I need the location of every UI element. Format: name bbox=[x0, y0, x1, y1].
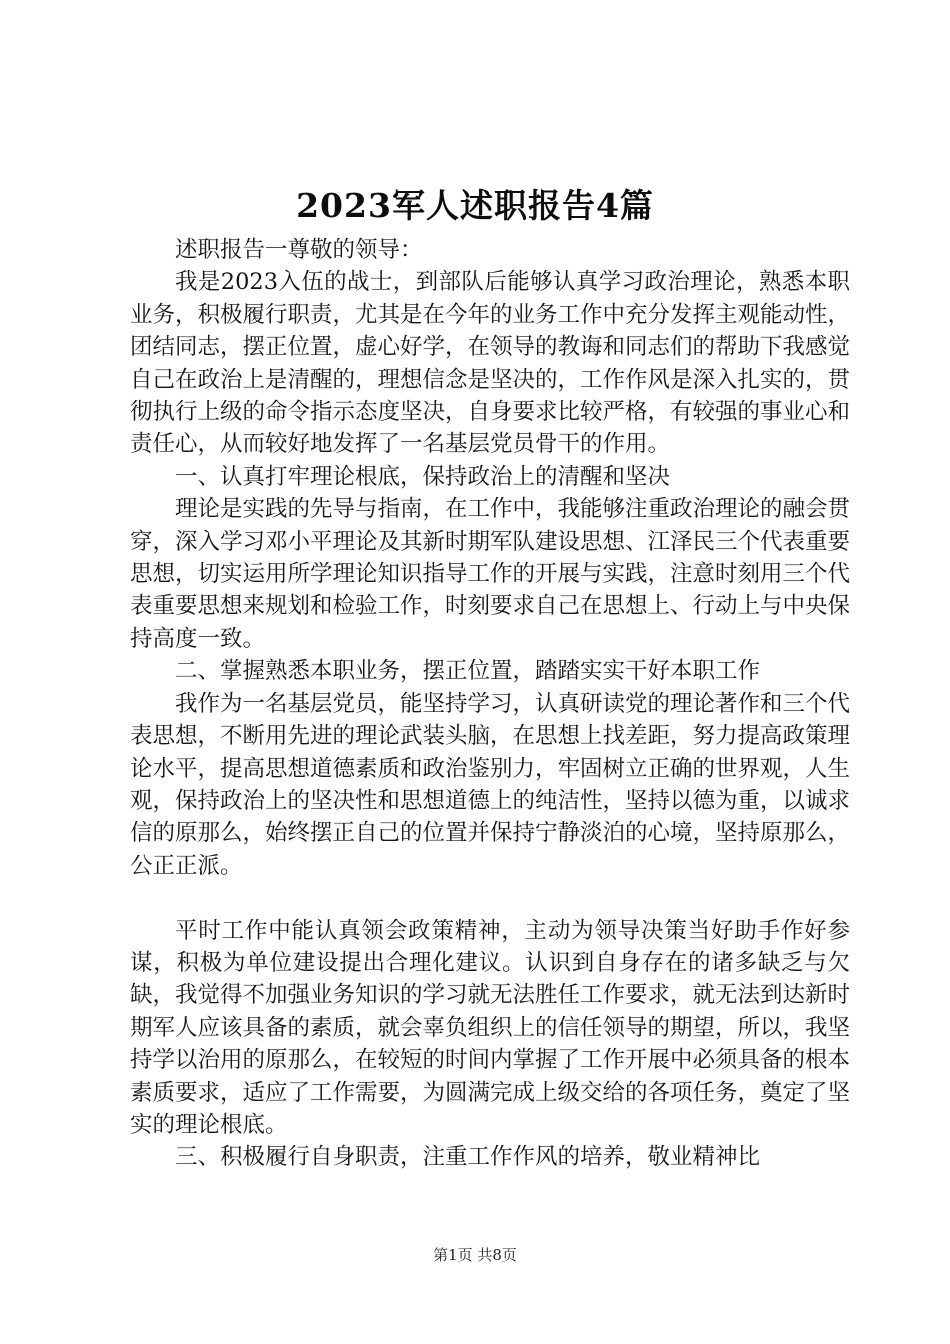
salutation-paragraph: 述职报告一尊敬的领导： bbox=[175, 237, 423, 263]
section-heading-1: 一、认真打牢理论根底，保持政治上的清醒和坚决 bbox=[175, 463, 671, 490]
section-heading-2: 二、掌握熟悉本职业务，摆正位置，踏踏实实干好本职工作 bbox=[175, 658, 761, 685]
document-title: 2023军人述职报告4篇 bbox=[296, 186, 654, 225]
page-number-footer: 第1页 共8页 bbox=[433, 1246, 517, 1264]
section-heading-3: 三、积极履行自身职责，注重工作作风的培养，敬业精神比 bbox=[175, 1144, 761, 1171]
section-2-paragraph-continued: 平时工作中能认真领会政策精神，主动为领导决策当好助手作好参谋，积极为单位建设提出合理化建议。认识到自身存在的诸多缺乏与欠缺，我觉得不加强业务知识的学习就无法胜任工作要求，就无法到达新时期军人应该具备的素质，就会辜负组织上的信任领导的期望，所以，我坚持学以治用的原那么，在较短的时间内掌握了工作开展中必须具备的根本素质要求，适应了工作需要，为圆满完成上级交给的各项任务，奠定了坚实的理论根底。 bbox=[130, 917, 851, 1138]
section-1-paragraph: 理论是实践的先导与指南，在工作中，我能够注重政治理论的融会贯穿，深入学习邓小平理论及其新时期军队建设思想、江泽民三个代表重要思想，切实运用所学理论知识指导工作的开展与实践，注意时刻用三个代表重要思想来规划和检验工作，时刻要求自己在思想上、行动上与中央保持高度一致。 bbox=[130, 496, 851, 652]
intro-paragraph: 我是2023入伍的战士，到部队后能够认真学习政治理论，熟悉本职业务，积极履行职责，尤其是在今年的业务工作中充分发挥主观能动性，团结同志，摆正位置，虚心好学，在领导的教诲和同志们的帮助下我感觉自己在政治上是清醒的，理想信念是坚决的，工作作风是深入扎实的，贯彻执行上级的命令指示态度坚决，自身要求比较严格，有较强的事业心和责任心，从而较好地发挥了一名基层党员骨干的作用。 bbox=[130, 269, 851, 458]
document-body bbox=[130, 234, 850, 1174]
section-2-paragraph: 我作为一名基层党员，能坚持学习，认真研读党的理论著作和三个代表思想，不断用先进的理论武装头脑，在思想上找差距，努力提高政策理论水平，提高思想道德素质和政治鉴别力，牢固树立正确的世界观，人生观，保持政治上的坚决性和思想道德上的纯洁性，坚持以德为重，以诚求信的原那么，始终摆正自己的位置并保持宁静淡泊的心境，坚持原那么，公正正派。 bbox=[130, 690, 851, 879]
